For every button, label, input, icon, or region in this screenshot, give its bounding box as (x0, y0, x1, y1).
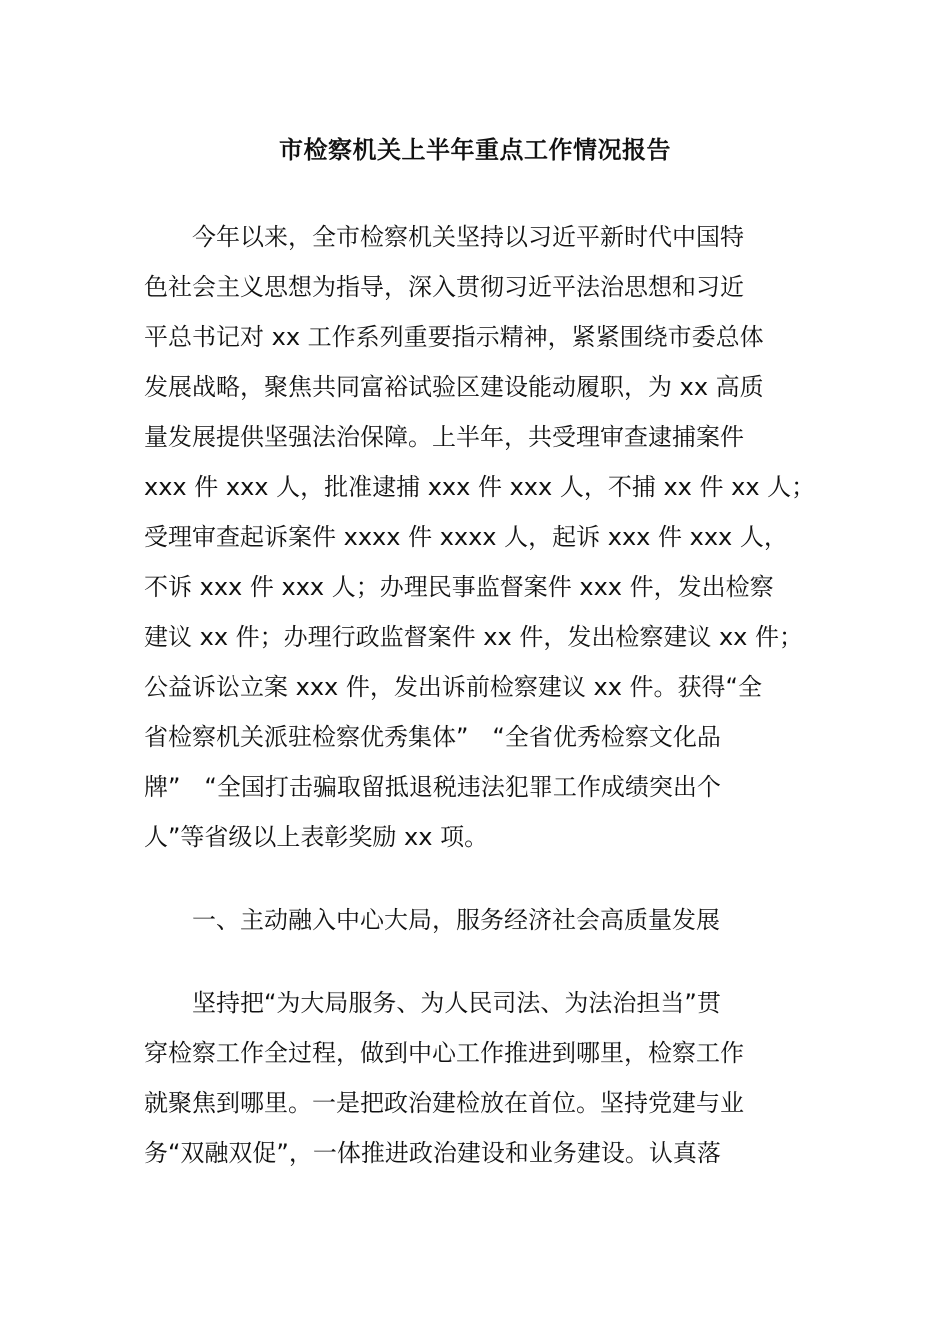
paragraph-line: 牌” “全国打击骗取留抵退税违法犯罪工作成绩突出个 (144, 773, 721, 801)
paragraph-section-one (144, 978, 834, 1178)
paragraph-line: 平总书记对 xx 工作系列重要指示精神，紧紧围绕市委总体 (144, 323, 764, 351)
paragraph-line: 量发展提供坚强法治保障。上半年，共受理审查逮捕案件 (144, 423, 744, 451)
paragraph-line: 受理审查起诉案件 xxxx 件 xxxx 人，起诉 xxx 件 xxx 人， (144, 523, 788, 551)
paragraph-intro (144, 212, 834, 862)
paragraph-line: 公益诉讼立案 xxx 件，发出诉前检察建议 xx 件。获得“全 (144, 673, 762, 701)
section-heading (144, 895, 834, 945)
document-title: 市检察机关上半年重点工作情况报告 (279, 136, 671, 164)
paragraph-line: 不诉 xxx 件 xxx 人；办理民事监督案件 xxx 件，发出检察 (144, 573, 774, 601)
paragraph-line: 务“双融双促”，一体推进政治建设和业务建设。认真落 (144, 1139, 721, 1167)
paragraph-line: 穿检察工作全过程，做到中心工作推进到哪里，检察工作 (144, 1039, 744, 1067)
paragraph-line: 就聚焦到哪里。一是把政治建检放在首位。坚持党建与业 (144, 1089, 744, 1117)
paragraph-line: 今年以来，全市检察机关坚持以习近平新时代中国特 (192, 223, 744, 251)
paragraph-line: 人”等省级以上表彰奖励 xx 项。 (144, 823, 489, 851)
paragraph-line: 色社会主义思想为指导，深入贯彻习近平法治思想和习近 (144, 273, 744, 301)
paragraph-line: 坚持把“为大局服务、为人民司法、为法治担当”贯 (192, 989, 721, 1017)
paragraph-line: 发展战略，聚焦共同富裕试验区建设能动履职，为 xx 高质 (144, 373, 764, 401)
section-heading-text: 一、主动融入中心大局，服务经济社会高质量发展 (192, 906, 720, 934)
paragraph-line: xxx 件 xxx 人，批准逮捕 xxx 件 xxx 人，不捕 xx 件 xx 人； (144, 473, 816, 501)
paragraph-line: 省检察机关派驻检察优秀集体” “全省优秀检察文化品 (144, 723, 721, 751)
paragraph-line: 建议 xx 件；办理行政监督案件 xx 件，发出检察建议 xx 件； (144, 623, 803, 651)
